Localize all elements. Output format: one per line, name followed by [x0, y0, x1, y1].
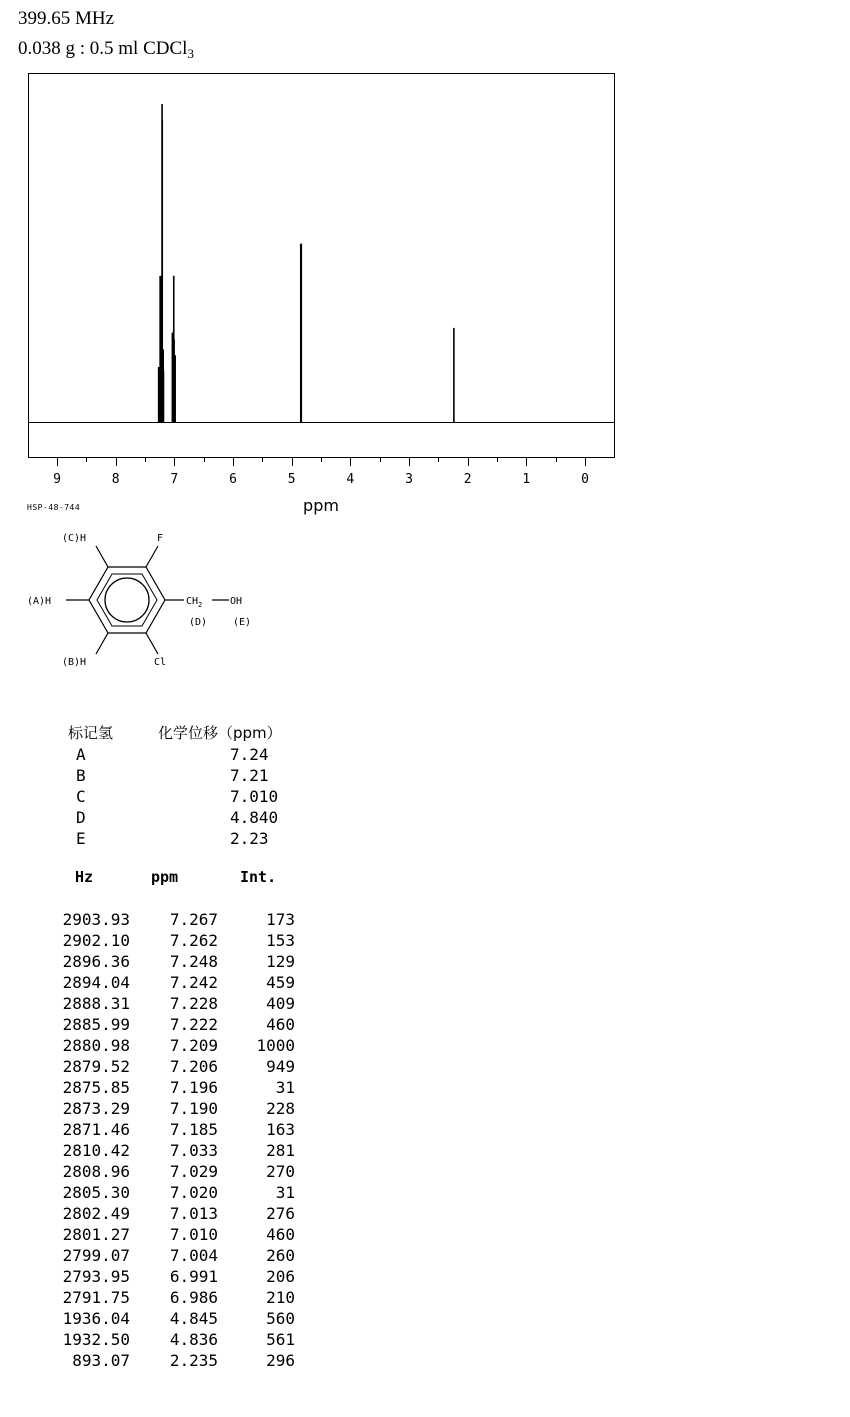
peak-intensity-value: 270 — [266, 1162, 295, 1181]
peak-hz-value: 2810.42 — [62, 1141, 130, 1160]
peak-row — [40, 951, 300, 972]
label-d: (D) — [189, 617, 208, 628]
assignment-proton-label: D — [76, 808, 86, 827]
peak-ppm-value: 7.013 — [169, 1204, 218, 1223]
peak-hz-value: 2875.85 — [62, 1078, 130, 1097]
x-tick-label: 3 — [405, 472, 413, 487]
peak-ppm-value: 6.991 — [169, 1267, 218, 1286]
peak-ppm-value: 7.020 — [169, 1183, 218, 1202]
peak-hz-value: 2791.75 — [62, 1288, 130, 1307]
sample-concentration-subscript: 3 — [187, 46, 194, 61]
peak-row — [40, 1266, 300, 1287]
peak-ppm-value: 2.235 — [169, 1351, 218, 1370]
peak-hz-value: 2894.04 — [62, 973, 130, 992]
peak-ppm-value: 7.262 — [169, 931, 218, 950]
peak-intensity-value: 153 — [266, 931, 295, 950]
peak-row — [40, 1224, 300, 1245]
assignment-header-label: 标记氢 — [68, 724, 114, 742]
peak-intensity-value: 560 — [266, 1309, 295, 1328]
peak-intensity-value: 281 — [266, 1141, 295, 1160]
x-tick-label: 0 — [581, 472, 589, 487]
label-ha: (A)H — [27, 596, 52, 607]
peak-ppm-value: 4.836 — [169, 1330, 218, 1349]
peak-row — [40, 1035, 300, 1056]
peak-hz-value: 893.07 — [72, 1351, 130, 1370]
assignment-shift-value: 2.23 — [230, 829, 269, 848]
x-tick-label: 8 — [111, 472, 120, 487]
peak-row — [40, 1077, 300, 1098]
assignment-proton-label: B — [76, 766, 86, 785]
peak-intensity-value: 129 — [266, 952, 295, 971]
peak-marks — [159, 104, 454, 422]
peak-row — [40, 909, 300, 930]
peak-hz-value: 2793.95 — [62, 1267, 130, 1286]
peak-ppm-value: 4.845 — [169, 1309, 218, 1328]
peak-hz-value: 2808.96 — [62, 1162, 130, 1181]
x-tick-label: 4 — [346, 472, 355, 487]
x-tick-label: 5 — [287, 472, 296, 487]
label-ch2-subscript: 2 — [198, 601, 203, 609]
benzene-ring — [89, 567, 165, 633]
peak-ppm-value: 6.986 — [169, 1288, 218, 1307]
peak-intensity-value: 460 — [266, 1015, 295, 1034]
peak-hz-value: 2888.31 — [62, 994, 130, 1013]
peak-row — [40, 1119, 300, 1140]
peak-intensity-value: 296 — [266, 1351, 295, 1370]
label-hb: (B)H — [62, 657, 87, 668]
peak-row — [40, 1056, 300, 1077]
assignment-shift-value: 7.21 — [230, 766, 269, 785]
peak-row — [40, 972, 300, 993]
peak-row — [40, 1287, 300, 1308]
assignment-proton-label: E — [76, 829, 86, 848]
peak-intensity-value: 210 — [266, 1288, 295, 1307]
peak-intensity-value: 31 — [275, 1183, 295, 1202]
peak-intensity-value: 949 — [266, 1057, 295, 1076]
nmr-spectrum-chart — [0, 0, 640, 520]
label-hc: (C)H — [62, 533, 87, 544]
peak-intensity-value: 561 — [266, 1330, 295, 1349]
peak-row — [40, 1350, 300, 1371]
substituent-bonds — [66, 546, 229, 654]
assignment-shift-value: 7.24 — [230, 745, 269, 764]
sample-concentration-text: 0.038 g : 0.5 ml CDCl — [18, 38, 188, 59]
peak-hz-value: 2873.29 — [62, 1099, 130, 1118]
peak-ppm-value: 7.004 — [169, 1246, 218, 1265]
peak-intensity-value: 1000 — [256, 1036, 295, 1055]
peak-ppm-value: 7.196 — [169, 1078, 218, 1097]
peak-ppm-value: 7.209 — [169, 1036, 218, 1055]
peak-hz-value: 1932.50 — [62, 1330, 130, 1349]
x-tick-label: 1 — [522, 472, 531, 487]
peak-list-table — [40, 866, 300, 1371]
x-tick-label: 6 — [229, 472, 237, 487]
peak-row — [40, 1203, 300, 1224]
assignment-proton-label: C — [76, 787, 86, 806]
x-tick-label: 9 — [53, 472, 61, 487]
peak-hz-value: 2902.10 — [62, 931, 130, 950]
peak-header-int: Int. — [240, 868, 277, 886]
peak-row — [40, 1329, 300, 1350]
peak-intensity-value: 460 — [266, 1225, 295, 1244]
peak-row — [40, 1161, 300, 1182]
peak-ppm-value: 7.029 — [169, 1162, 218, 1181]
peak-hz-value: 2799.07 — [62, 1246, 130, 1265]
peak-hz-value: 2903.93 — [62, 910, 130, 929]
peak-intensity-value: 260 — [266, 1246, 295, 1265]
peak-hz-value: 2805.30 — [62, 1183, 130, 1202]
peak-row — [40, 993, 300, 1014]
peak-hz-value: 2896.36 — [62, 952, 130, 971]
peak-hz-value: 2801.27 — [62, 1225, 130, 1244]
peak-hz-value: 2879.52 — [62, 1057, 130, 1076]
peak-ppm-value: 7.222 — [169, 1015, 218, 1034]
x-axis-label: ppm — [303, 496, 339, 515]
peak-header-ppm: ppm — [151, 868, 179, 886]
x-tick-label: 2 — [463, 472, 472, 487]
peak-header-hz: Hz — [75, 868, 94, 886]
x-axis-tick-labels — [53, 472, 589, 487]
peak-ppm-value: 7.248 — [169, 952, 218, 971]
peak-ppm-value: 7.010 — [169, 1225, 218, 1244]
assignment-header-shift: 化学位移（ppm） — [158, 724, 282, 742]
peak-list-rows — [40, 909, 300, 1371]
x-axis-ticks — [58, 457, 586, 466]
peak-intensity-value: 163 — [266, 1120, 295, 1139]
label-e: (E) — [233, 617, 252, 628]
peak-row — [40, 1182, 300, 1203]
x-tick-label: 7 — [170, 472, 179, 487]
molecule-structure — [0, 520, 280, 680]
peak-row — [40, 1308, 300, 1329]
peak-ppm-value: 7.228 — [169, 994, 218, 1013]
spectrum-code: HSP-48-744 — [27, 503, 81, 512]
peak-row — [40, 930, 300, 951]
peak-row — [40, 1245, 300, 1266]
peak-hz-value: 2802.49 — [62, 1204, 130, 1223]
label-ch2-text: CH — [186, 596, 199, 607]
plot-frame — [29, 74, 615, 458]
peak-ppm-value: 7.267 — [169, 910, 218, 929]
peak-intensity-value: 206 — [266, 1267, 295, 1286]
peak-intensity-value: 228 — [266, 1099, 295, 1118]
peak-intensity-value: 459 — [266, 973, 295, 992]
peak-intensity-value: 276 — [266, 1204, 295, 1223]
peak-ppm-value: 7.185 — [169, 1120, 218, 1139]
peak-ppm-value: 7.190 — [169, 1099, 218, 1118]
peak-row — [40, 1014, 300, 1035]
peak-ppm-value: 7.242 — [169, 973, 218, 992]
peak-hz-value: 2885.99 — [62, 1015, 130, 1034]
peak-intensity-value: 409 — [266, 994, 295, 1013]
peak-hz-value: 2880.98 — [62, 1036, 130, 1055]
label-chlorine: Cl — [154, 657, 167, 668]
label-fluorine: F — [157, 533, 164, 544]
peak-list-header — [40, 866, 300, 888]
label-oh: OH — [230, 596, 243, 607]
peak-hz-value: 2871.46 — [62, 1120, 130, 1139]
peak-ppm-value: 7.206 — [169, 1057, 218, 1076]
assignment-proton-label: A — [76, 745, 86, 764]
peak-hz-value: 1936.04 — [62, 1309, 130, 1328]
peak-intensity-value: 31 — [275, 1078, 295, 1097]
peak-intensity-value: 173 — [266, 910, 295, 929]
peak-ppm-value: 7.033 — [169, 1141, 218, 1160]
peak-row — [40, 1140, 300, 1161]
spectrometer-frequency: 399.65 MHz — [18, 8, 115, 29]
peak-row — [40, 1098, 300, 1119]
assignment-shift-value: 7.010 — [230, 787, 279, 806]
label-ch2 — [186, 596, 202, 609]
aromatic-circle — [105, 578, 149, 622]
assignment-shift-value: 4.840 — [230, 808, 279, 827]
